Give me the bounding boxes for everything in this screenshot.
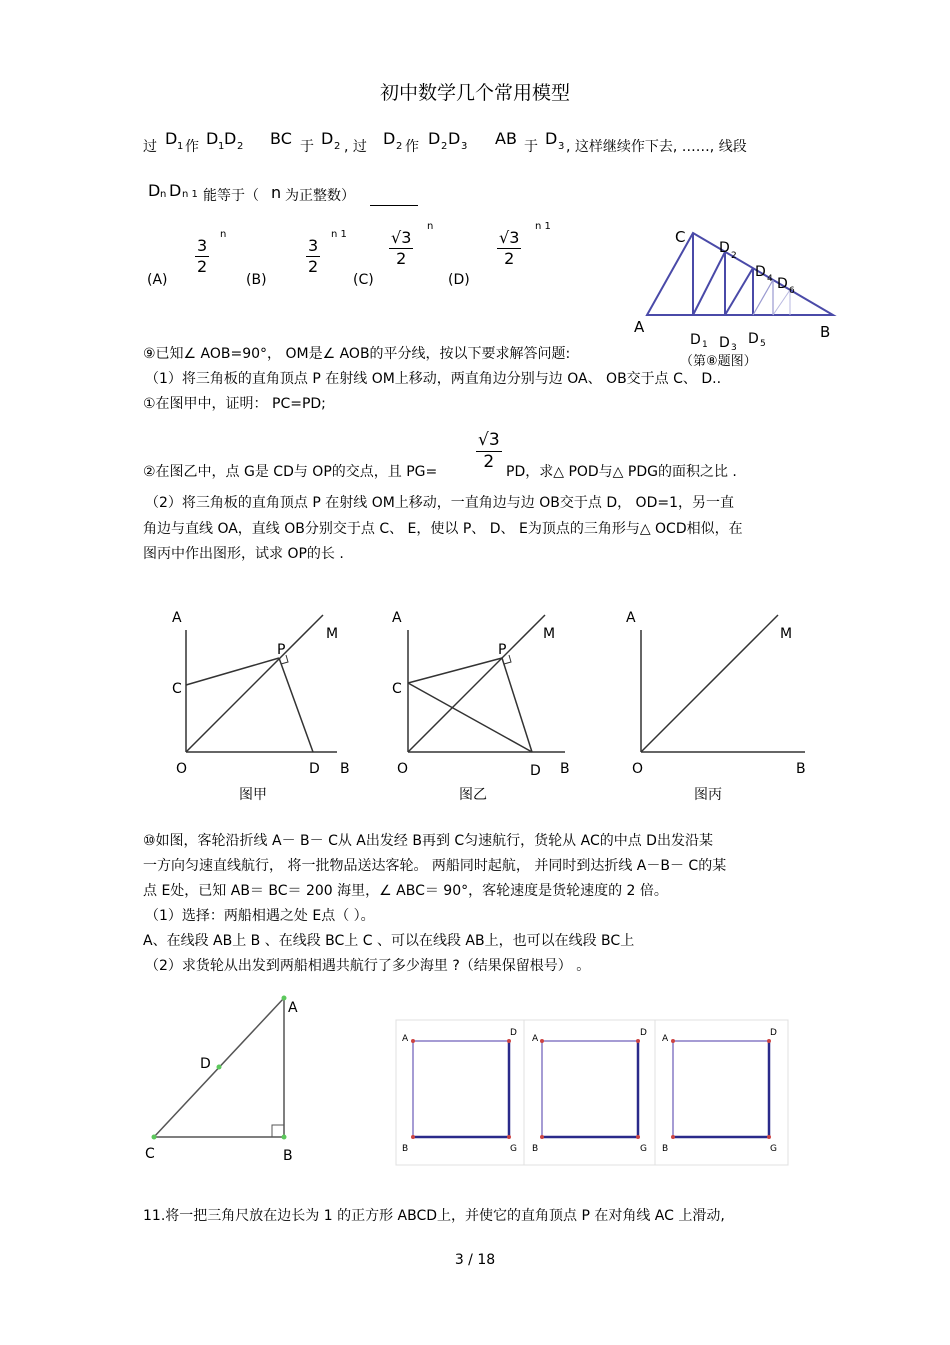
option-label: (C) xyxy=(353,272,374,288)
sym: BC xyxy=(270,129,292,148)
sym: D xyxy=(321,129,334,148)
denominator: 2 xyxy=(504,249,515,268)
q9-part2-l1: （2）将三角板的直角顶点 P 在射线 OM上移动，一直角边与边 OB交于点 D， OD=1，另一直 xyxy=(145,495,734,511)
sym: D xyxy=(169,181,182,200)
q9-part1: （1）将三角板的直角顶点 P 在射线 OM上移动，两直角边分别与边 OA、 OB交于点 C、 D.. xyxy=(145,371,722,387)
q10-line2: 一方向匀速直线航行， 将一批物品送达客轮。 两船同时起航， 并同时到达折线 A－B－ C的某 xyxy=(143,858,727,874)
label-P: P xyxy=(277,642,286,658)
sym: D xyxy=(428,129,441,148)
caption-yi: 图乙 xyxy=(459,787,487,803)
square-1 xyxy=(411,1039,511,1139)
label-G: G xyxy=(640,1144,647,1154)
q10-line3: 点 E处，已知 AB＝ BC＝ 200 海里，∠ ABC＝ 90°，客轮速度是货轮速度的 2 倍。 xyxy=(143,883,668,899)
q9-part2-l2: 角边与直线 OA，直线 OB分别交于点 C、 E，使以 P、 D、 E为顶点的三角形与△ OCD相似，在 xyxy=(143,521,743,537)
sub: 2 xyxy=(334,141,341,152)
label-A: A xyxy=(662,1034,669,1044)
label-P: P xyxy=(498,642,507,658)
denominator: 2 xyxy=(197,257,208,276)
numerator: √3 xyxy=(391,228,412,247)
exponent: n xyxy=(220,229,227,240)
label-D1: D xyxy=(690,332,701,348)
label-D: D xyxy=(309,761,320,777)
label-D5: D xyxy=(748,331,759,347)
numerator: 3 xyxy=(197,236,208,255)
q10-line6: （2）求货轮从出发到两船相遇共航行了多少海里 ?（结果保留根号） 。 xyxy=(145,958,591,974)
label-D2: D xyxy=(719,240,730,256)
label-B: B xyxy=(662,1144,669,1154)
label-G: G xyxy=(510,1144,517,1154)
text: 于 xyxy=(524,139,538,155)
figure-caption: （第⑧题图） xyxy=(680,354,757,369)
label-A: A xyxy=(626,610,636,626)
sub: 3 xyxy=(558,141,565,152)
sub: n xyxy=(160,189,167,200)
text: 为正整数） xyxy=(285,188,355,204)
label-A: A xyxy=(288,1000,298,1016)
caption-bing: 图丙 xyxy=(694,787,722,803)
label-A: A xyxy=(392,610,402,626)
q9-part2-l3: 图丙中作出图形，试求 OP的长 . xyxy=(143,546,344,562)
numerator: √3 xyxy=(499,228,520,247)
label-B: B xyxy=(402,1144,409,1154)
sym: D xyxy=(148,181,161,200)
label-B: B xyxy=(796,761,806,777)
sym: AB xyxy=(495,129,517,148)
label-B: B xyxy=(820,323,831,341)
exponent: n 1 xyxy=(331,229,347,240)
caption-jia: 图甲 xyxy=(239,787,267,803)
exponent: n 1 xyxy=(535,221,551,232)
label-A: A xyxy=(532,1034,539,1044)
sub: 5 xyxy=(760,339,766,349)
label-B: B xyxy=(532,1144,539,1154)
sym-D1: D xyxy=(165,129,178,148)
text: , 过 xyxy=(344,139,367,155)
sym: D xyxy=(448,129,461,148)
label-G: G xyxy=(770,1144,777,1154)
q9-part1b-b: PD，求△ POD与△ PDG的面积之比 . xyxy=(506,464,737,480)
q10-line1: ⑩如图，客轮沿折线 A－ B－ C从 A出发经 B再到 C匀速航行，货轮从 AC的中点 D出发沿某 xyxy=(143,833,713,849)
denominator: 2 xyxy=(396,249,407,268)
q9-intro: ⑨已知∠ AOB=90°， OM是∠ AOB的平分线，按以下要求解答问题: xyxy=(143,346,571,362)
sub: 2 xyxy=(731,251,737,261)
sub: 6 xyxy=(789,286,795,296)
sym: D xyxy=(383,129,396,148)
exponent: n xyxy=(427,221,434,232)
text: 于 xyxy=(300,139,314,155)
label-C: C xyxy=(675,228,686,246)
numerator: √3 xyxy=(478,430,500,450)
sub: n 1 xyxy=(182,189,198,200)
label-A: A xyxy=(172,610,182,626)
sub: 1 xyxy=(177,141,184,152)
square-3 xyxy=(671,1039,771,1139)
text: 作 xyxy=(405,139,419,155)
label-D: D xyxy=(770,1028,777,1038)
q10-line4: （1）选择：两船相遇之处 E点（ ）。 xyxy=(145,908,375,924)
option-label: (B) xyxy=(246,272,267,288)
label-O: O xyxy=(176,761,188,777)
numerator: 3 xyxy=(308,236,319,255)
label-O: O xyxy=(632,761,644,777)
q11-line1: 11.将一把三角尺放在边长为 1 的正方形 ABCD上，并使它的直角顶点 P 在对角线 AC 上滑动, xyxy=(143,1208,725,1224)
q10-line5: A、在线段 AB上 B 、在线段 BC上 C 、可以在线段 AB上，也可以在线段 BC上 xyxy=(143,933,635,949)
text: 作 xyxy=(185,139,199,155)
label-B: B xyxy=(283,1148,293,1164)
label-B: B xyxy=(340,761,350,777)
label-D: D xyxy=(200,1056,211,1072)
sub: 3 xyxy=(731,343,737,353)
sym: n xyxy=(271,183,282,202)
sub: 3 xyxy=(461,141,468,152)
denominator: 2 xyxy=(308,257,319,276)
q9-part1b-a: ②在图乙中，点 G是 CD与 OP的交点，且 PG= xyxy=(143,464,438,480)
label-M: M xyxy=(543,626,556,642)
sym: D xyxy=(224,129,237,148)
text: , 这样继续作下去, ……, 线段 xyxy=(566,139,747,155)
label-C: C xyxy=(145,1146,155,1162)
sub: 4 xyxy=(767,274,773,284)
label-D: D xyxy=(640,1028,647,1038)
sub: 1 xyxy=(702,340,708,350)
page-title: 初中数学几个常用模型 xyxy=(379,82,570,104)
point-A xyxy=(282,996,287,1001)
option-label: (A) xyxy=(147,272,168,288)
sym: D xyxy=(545,129,558,148)
sub: 2 xyxy=(237,141,244,152)
label-B: B xyxy=(560,761,570,777)
denominator: 2 xyxy=(483,452,495,472)
label-D4: D xyxy=(755,264,766,280)
text: 能等于（ xyxy=(203,188,259,204)
label-O: O xyxy=(397,761,409,777)
label-M: M xyxy=(780,626,793,642)
label-C: C xyxy=(172,681,182,697)
q9-part1a: ①在图甲中，证明： PC=PD; xyxy=(143,396,326,412)
point-B xyxy=(282,1135,287,1140)
option-label: (D) xyxy=(448,272,470,288)
label-D3: D xyxy=(719,335,730,351)
label-A: A xyxy=(634,318,645,336)
page-number: 3 / 18 xyxy=(454,1252,496,1268)
label-C: C xyxy=(392,681,402,697)
square-2 xyxy=(540,1039,640,1139)
sub: 2 xyxy=(396,141,403,152)
point-C xyxy=(152,1135,157,1140)
text: 过 xyxy=(143,139,157,155)
label-D6: D xyxy=(777,276,788,292)
label-D: D xyxy=(530,763,541,779)
label-A: A xyxy=(402,1034,409,1044)
label-D: D xyxy=(510,1028,517,1038)
sub: 1 xyxy=(218,141,225,152)
point-D xyxy=(217,1065,222,1070)
sym: D xyxy=(206,129,219,148)
sub: 2 xyxy=(441,141,448,152)
label-M: M xyxy=(326,626,339,642)
square-panels xyxy=(396,1020,788,1165)
